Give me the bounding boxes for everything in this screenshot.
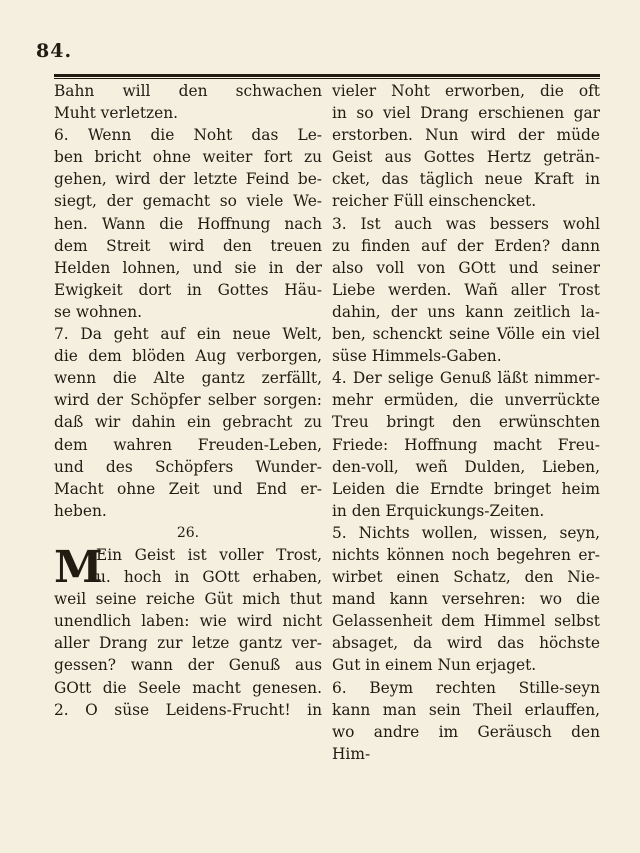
text-line: gessen? wann der Genuß aus bbox=[54, 656, 322, 675]
text-line: Ewigkeit dort in Gottes Häu- bbox=[54, 280, 322, 299]
text-line: kann man sein Theil erlauffen, bbox=[332, 700, 600, 719]
text-line: 5. Nichts wollen, wissen, seyn, bbox=[332, 523, 600, 542]
text-line: GOtt die Seele macht genesen. bbox=[54, 678, 322, 697]
text-line: den-voll, weñ Dulden, Lieben, bbox=[332, 457, 600, 476]
text-line: Muht verletzen. bbox=[54, 104, 179, 123]
text-line: vieler Noht erworben, die oft bbox=[332, 82, 600, 100]
text-line: wenn die Alte gantz zerfällt, bbox=[54, 369, 322, 388]
text-line: weil seine reiche Güt mich thut bbox=[54, 590, 322, 609]
text-line: hen. Wann die Hoffnung nach bbox=[54, 214, 322, 233]
text-line: absaget, da wird das höchste bbox=[332, 634, 600, 653]
hymn-26 bbox=[54, 541, 322, 721]
text-line: Gelassenheit dem Himmel selbst bbox=[332, 612, 600, 631]
text-line: gehen, wird der letzte Feind be- bbox=[54, 170, 322, 189]
text-line: Liebe werden. Wañ aller Trost bbox=[332, 280, 600, 299]
text-line: Him- bbox=[332, 744, 371, 763]
text-line: 2. O süse Leidens-Frucht! in bbox=[54, 700, 322, 719]
text-line: Bahn will den schwachen bbox=[54, 82, 322, 100]
left-column-text bbox=[54, 80, 322, 522]
text-line: mehr ermüden, die unverrückte bbox=[332, 391, 600, 410]
text-line: heben. bbox=[54, 501, 107, 520]
text-line: zu finden auf der Erden? dann bbox=[332, 236, 600, 255]
text-line: se wohnen. bbox=[54, 302, 143, 321]
text-line: süse Himmels-Gaben. bbox=[332, 347, 502, 366]
text-line: wo andre im Geräusch den bbox=[332, 722, 600, 741]
text-line: Ein Geist ist voller Trost, bbox=[96, 545, 322, 564]
text-line: Leiden die Erndte bringet heim bbox=[332, 479, 600, 498]
text-line: Friede: Hoffnung macht Freu- bbox=[332, 435, 600, 454]
text-line: erstorben. Nun wird der müde bbox=[332, 126, 600, 145]
header-rule bbox=[54, 74, 600, 77]
text-line: wird der Schöpfer selber sorgen: bbox=[54, 391, 322, 410]
text-line: nichts können noch begehren er- bbox=[332, 545, 600, 564]
text-line: daß wir dahin ein gebracht zu bbox=[54, 413, 322, 432]
text-line: 6. Beym rechten Stille-seyn bbox=[332, 678, 600, 697]
text-line: 7. Da geht auf ein neue Welt, bbox=[54, 325, 322, 344]
text-line: wirbet einen Schatz, den Nie- bbox=[332, 568, 600, 587]
text-line: aller Drang zur letze gantz ver- bbox=[54, 634, 322, 653]
text-line: unendlich laben: wie wird nicht bbox=[54, 612, 322, 631]
drop-cap: M bbox=[54, 541, 103, 593]
text-line: Macht ohne Zeit und End er- bbox=[54, 479, 322, 498]
text-line: 6. Wenn die Noht das Le- bbox=[54, 126, 322, 145]
text-line: mand kann versehren: wo die bbox=[332, 590, 600, 609]
header-rule-thin bbox=[54, 78, 600, 79]
text-line: 3. Ist auch was bessers wohl bbox=[332, 214, 600, 233]
right-column-text bbox=[332, 80, 600, 765]
text-line: ben bricht ohne weiter fort zu bbox=[54, 148, 322, 167]
text-line: in so viel Drang erschienen gar bbox=[332, 104, 600, 123]
text-line: cket, das täglich neue Kraft in bbox=[332, 170, 600, 189]
text-line: u. hoch in GOtt erhaben, bbox=[96, 568, 322, 587]
text-line: die dem blöden Aug verborgen, bbox=[54, 347, 322, 366]
text-line: dem wahren Freuden-Leben, bbox=[54, 435, 322, 454]
text-line: ben, schenckt seine Völle ein viel bbox=[332, 325, 600, 344]
text-line: in den Erquickungs-Zeiten. bbox=[332, 501, 545, 520]
text-line: Gut in einem Nun erjaget. bbox=[332, 656, 537, 675]
text-line: dem Streit wird den treuen bbox=[54, 236, 322, 255]
text-line: und des Schöpfers Wunder- bbox=[54, 457, 322, 476]
page-number: 84. bbox=[36, 40, 73, 62]
text-line: Treu bringt den erwünschten bbox=[332, 413, 600, 432]
text-line: also voll von GOtt und seiner bbox=[332, 258, 600, 277]
text-line: reicher Füll einschencket. bbox=[332, 192, 537, 211]
text-line: Helden lohnen, und sie in der bbox=[54, 258, 322, 277]
text-line: siegt, der gemacht so viele We- bbox=[54, 192, 322, 211]
text-line: 4. Der selige Genuß läßt nimmer- bbox=[332, 369, 600, 388]
right-column bbox=[332, 80, 600, 765]
text-line: Geist aus Gottes Hertz geträn- bbox=[332, 148, 600, 167]
hymn-number: 26. bbox=[176, 524, 200, 541]
left-column bbox=[54, 80, 322, 721]
text-line: dahin, der uns kann zeitlich la- bbox=[332, 302, 600, 321]
